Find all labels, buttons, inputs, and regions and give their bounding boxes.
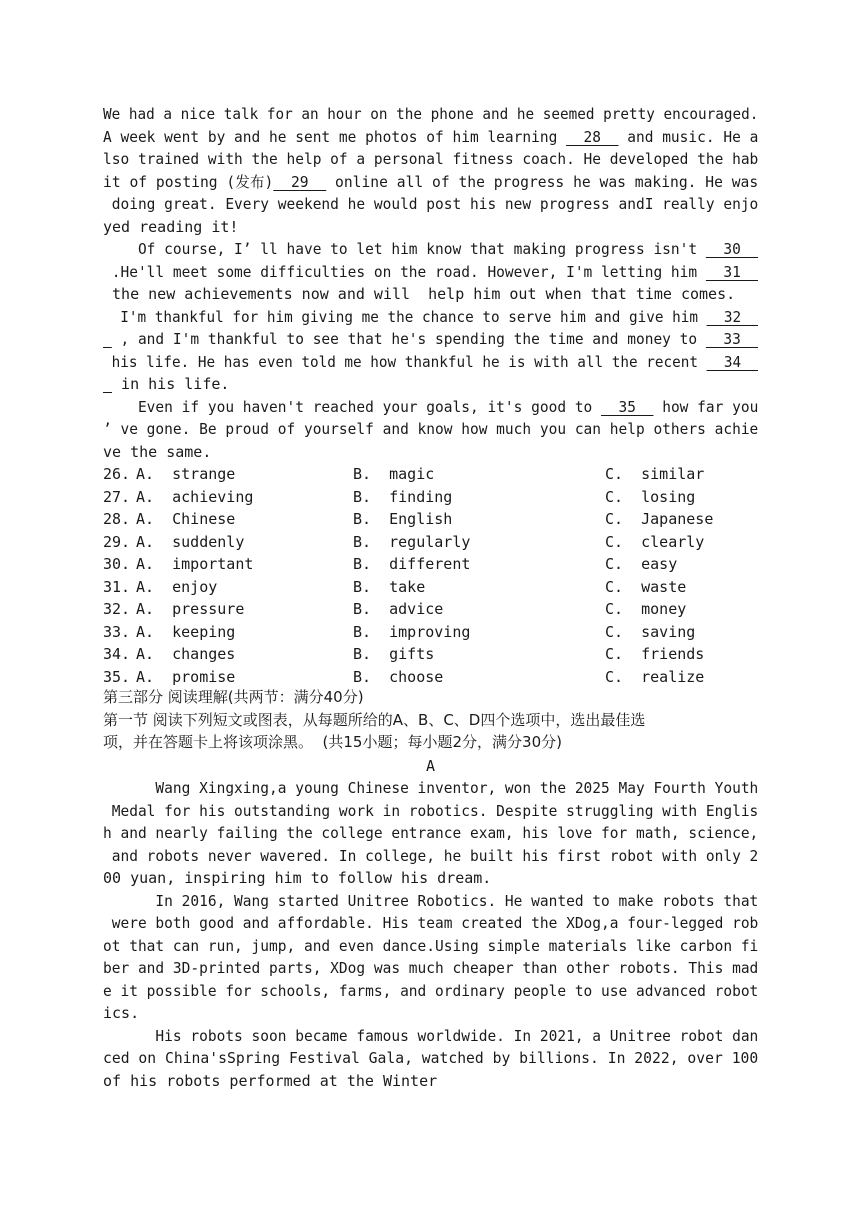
passage-line: h and nearly failing the college entrance exam, his love for math, science,: [103, 824, 758, 842]
option-row: [103, 643, 758, 666]
option-b: B. advice: [353, 600, 444, 618]
option-b: B. different: [353, 555, 471, 573]
passage-line: I'm thankful for him giving me the chance to serve him and give him 32: [103, 307, 758, 326]
question-number: 33.: [103, 622, 131, 641]
option-row: [103, 621, 758, 644]
section-instruction-line-1: 第一节 阅读下列短文或图表，从每题所给的A、B、C、D四个选项中，选出最佳选: [103, 710, 646, 729]
option-row: [103, 576, 758, 599]
option-c: C. waste: [605, 577, 687, 596]
passage-line: e it possible for schools, farms, and ordinary people to use advanced robot: [103, 981, 758, 1000]
option-c: C. clearly: [605, 532, 705, 551]
passage-line: _ in his life.: [103, 375, 230, 393]
option-b: B. improving: [353, 622, 471, 641]
option-b: B. take: [353, 577, 426, 596]
passage-line: ics.: [103, 1004, 140, 1022]
option-a: A. pressure: [136, 600, 245, 618]
option-c: C. easy: [605, 555, 678, 573]
option-a: A. important: [136, 555, 254, 573]
option-c: C. saving: [605, 622, 696, 641]
question-number: 26.: [103, 465, 131, 483]
option-c: C. friends: [605, 645, 705, 663]
passage-line: were both good and affordable. His team created the XDog,a four-legged rob: [103, 914, 758, 932]
passage-line: .He'll meet some difficulties on the road. However, I'm letting him 31: [103, 262, 758, 281]
question-number: 34.: [103, 645, 131, 663]
passage-line: of his robots performed at the Winter: [103, 1071, 438, 1090]
question-number: 28.: [103, 510, 131, 528]
question-number: 30.: [103, 555, 131, 573]
passage-line: Even if you haven't reached your goals, it's good to 35 how far you: [103, 397, 758, 416]
passage-line: Wang Xingxing,a young Chinese inventor, won the 2025 May Fourth Youth: [103, 779, 758, 797]
question-number: 29.: [103, 532, 131, 551]
passage-line: it of posting (发布) 29 online all of the progress he was making. He was: [103, 172, 758, 191]
question-number: 31.: [103, 577, 131, 596]
answer-blank: 30: [705, 240, 758, 258]
option-a: A. keeping: [136, 622, 236, 641]
passage-line: A week went by and he sent me photos of him learning 28 and music. He a: [103, 127, 758, 146]
passage-line: ’ ve gone. Be proud of yourself and know how much you can help others achie: [103, 420, 758, 438]
passage-line: In 2016, Wang started Unitree Robotics. He wanted to make robots that: [103, 891, 758, 910]
option-row: [103, 463, 758, 486]
option-row: [103, 666, 758, 689]
passage-line: the new achievements now and will help him out when that time comes.: [103, 285, 736, 303]
option-row: [103, 486, 758, 509]
passage-line: doing great. Every weekend he would post his new progress andI really enjo: [103, 195, 758, 213]
answer-blank: _: [103, 375, 113, 393]
passage-line: ot that can run, jump, and even dance.Using simple materials like carbon fi: [103, 936, 758, 955]
answer-blank: 31: [705, 262, 758, 281]
option-c: C. realize: [605, 667, 705, 686]
passage-line: His robots soon became famous worldwide. In 2021, a Unitree robot dan: [103, 1026, 758, 1045]
option-row: [103, 508, 758, 531]
option-b: B. English: [353, 510, 453, 528]
option-row: [103, 553, 758, 576]
answer-blank: 29: [273, 172, 327, 191]
option-b: B. choose: [353, 667, 444, 686]
passage-line: Medal for his outstanding work in robotics. Despite struggling with Englis: [103, 801, 758, 820]
option-a: A. changes: [136, 645, 236, 663]
section-instruction-line-2: 项，并在答题卡上将该项涂黑。 (共15小题；每小题2分，满分30分): [103, 733, 562, 751]
answer-blank: 28: [566, 127, 619, 146]
passage-line: lso trained with the help of a personal fitness coach. He developed the hab: [103, 150, 758, 168]
passage-line: 00 yuan, inspiring him to follow his dream.: [103, 869, 492, 887]
answer-blank: 33: [705, 330, 758, 348]
option-c: C. losing: [605, 487, 696, 506]
answer-blank: 35: [601, 397, 654, 416]
option-a: A. promise: [136, 667, 236, 686]
passage-line: _ , and I'm thankful to see that he's spending the time and money to 33: [103, 330, 758, 348]
answer-blank: 34: [706, 352, 758, 371]
answer-blank: _: [103, 330, 112, 348]
passage-line: yed reading it!: [103, 217, 239, 236]
option-c: C. Japanese: [605, 510, 714, 528]
option-row: [103, 598, 758, 621]
section-heading: 第三部分 阅读理解(共两节：满分40分): [103, 688, 364, 706]
passage-line: ber and 3D-printed parts, XDog was much cheaper than other robots. This mad: [103, 959, 758, 977]
option-a: A. suddenly: [136, 532, 245, 551]
passage-line: Of course, I’ ll have to let him know that making progress isn't 30: [103, 240, 758, 258]
passage-line: his life. He has even told me how thankful he is with all the recent 34: [103, 352, 758, 371]
passage-line: and robots never wavered. In college, he built his first robot with only 2: [103, 846, 758, 865]
option-a: A. strange: [136, 465, 236, 483]
answer-blank: 32: [706, 307, 758, 326]
passage-line: ced on China'sSpring Festival Gala, watched by billions. In 2022, over 100: [103, 1049, 758, 1067]
option-b: B. gifts: [353, 645, 435, 663]
question-number: 27.: [103, 487, 131, 506]
option-a: A. Chinese: [136, 510, 236, 528]
option-row: [103, 531, 758, 554]
option-c: C. money: [605, 600, 687, 618]
passage-line: ve the same.: [103, 442, 212, 461]
option-a: A. achieving: [136, 487, 254, 506]
option-b: B. regularly: [353, 532, 471, 551]
passage-letter: A: [425, 757, 436, 775]
question-number: 35.: [103, 667, 131, 686]
option-a: A. enjoy: [136, 577, 218, 596]
passage-line: We had a nice talk for an hour on the phone and he seemed pretty encouraged.: [103, 105, 758, 123]
question-number: 32.: [103, 600, 131, 618]
option-b: B. finding: [353, 487, 453, 506]
option-c: C. similar: [605, 465, 705, 483]
option-b: B. magic: [353, 465, 435, 483]
